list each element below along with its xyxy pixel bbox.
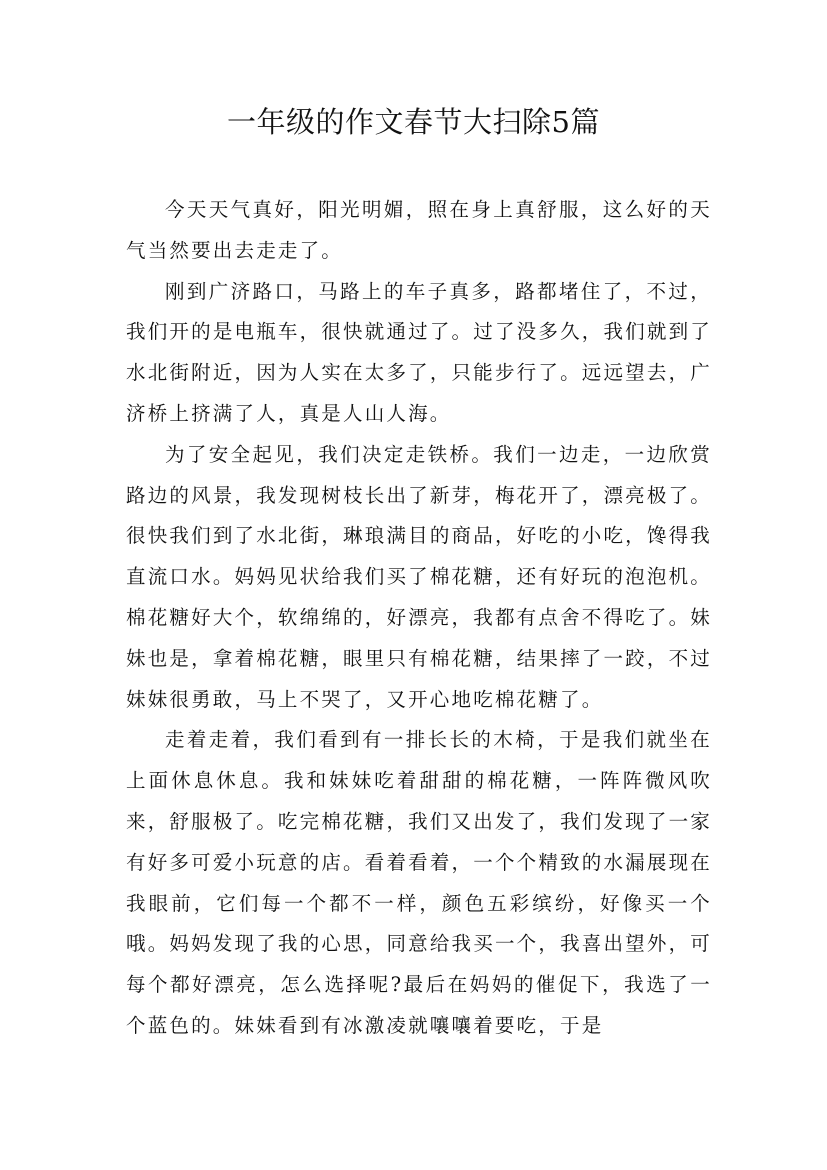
document-title: 一年级的作文春节大扫除5篇 bbox=[227, 105, 600, 139]
paragraph: 为了安全起见，我们决定走铁桥。我们一边走，一边欣赏路边的风景，我发现树枝长出了新芽，梅花开了，漂亮极了。很快我们到了水北街，琳琅满目的商品，好吃的小吃，馋得我直流口水。妈妈见状给我们买了棉花糖，还有好玩的泡泡机。棉花糖好大个，软绵绵的，好漂亮，我都有点舍不得吃了。妹妹也是，拿着棉花糖，眼里只有棉花糖，结果摔了一跤，不过妹妹很勇敢，马上不哭了，又开心地吃棉花糖了。 bbox=[126, 442, 712, 711]
document-body bbox=[126, 190, 712, 1047]
paragraph: 走着走着，我们看到有一排长长的木椅，于是我们就坐在上面休息休息。我和妹妹吃着甜甜的棉花糖，一阵阵微风吹来，舒服极了。吃完棉花糖，我们又出发了，我们发现了一家有好多可爱小玩意的店。看着看着，一个个精致的水漏展现在我眼前，它们每一个都不一样，颜色五彩缤纷，好像买一个哦。妈妈发现了我的心思，同意给我买一个，我喜出望外，可每个都好漂亮，怎么选择呢?最后在妈妈的催促下，我选了一个蓝色的。妹妹看到有冰激凌就嚷嚷着要吃，于是 bbox=[126, 728, 712, 1037]
paragraph: 刚到广济路口，马路上的车子真多，路都堵住了，不过，我们开的是电瓶车，很快就通过了。过了没多久，我们就到了水北街附近，因为人实在太多了，只能步行了。远远望去，广济桥上挤满了人，真是人山人海。 bbox=[126, 279, 712, 425]
paragraph: 今天天气真好，阳光明媚，照在身上真舒服，这么好的天气当然要出去走走了。 bbox=[126, 198, 712, 262]
